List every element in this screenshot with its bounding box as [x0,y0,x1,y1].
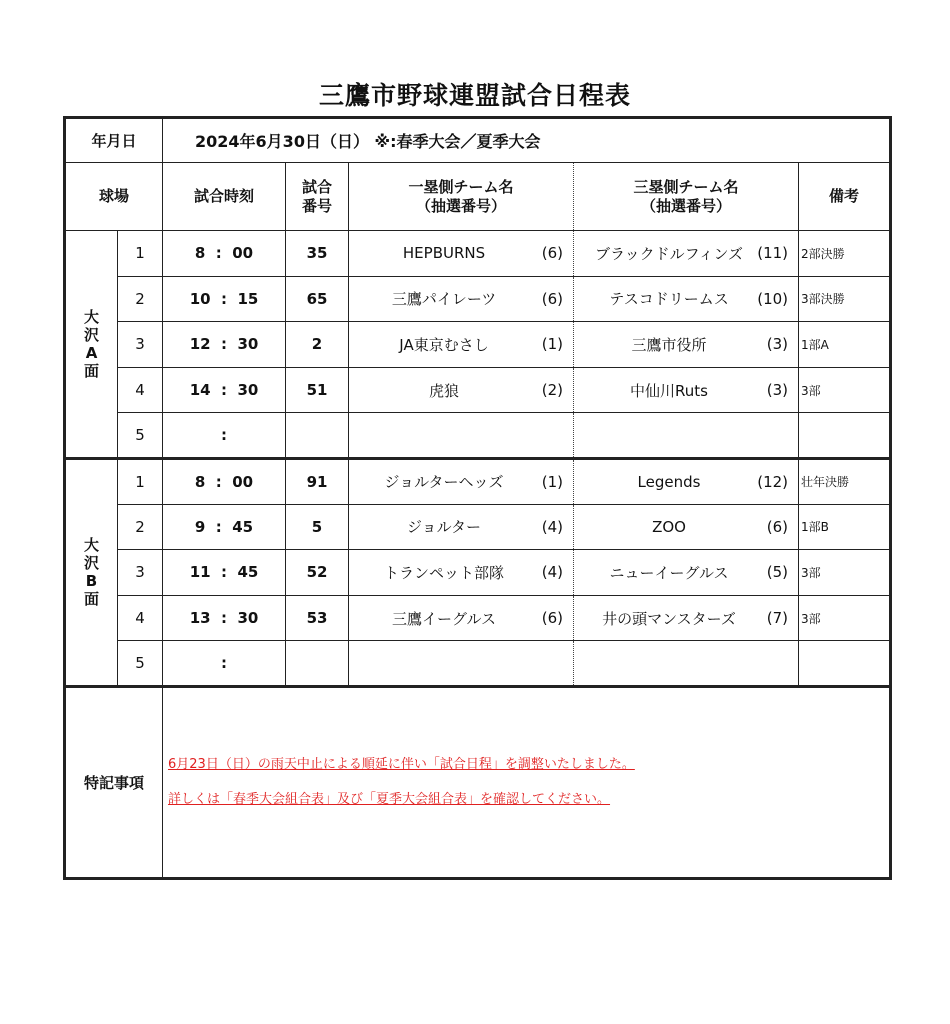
match-row [65,276,891,322]
first-base-draw-number: (2) [541,381,564,400]
match-row [65,504,891,550]
third-base-draw-number: (6) [766,517,789,536]
match-row [65,322,891,368]
third-base-team: テスコドリームス [609,290,729,309]
match-time: 11 : 45 [163,550,286,596]
header-first-base: 一塁側チーム名 （抽選番号） [349,163,574,231]
third-base-team-cell [574,504,799,550]
first-base-team: 三鷹パイレーツ [391,290,497,309]
match-row [65,550,891,596]
third-base-team: ZOO [652,517,686,536]
match-number: 52 [286,550,349,596]
third-base-team: 三鷹市役所 [631,335,707,354]
first-base-team: 虎狼 [429,381,460,400]
match-row [65,641,891,687]
row-number: 3 [118,550,163,596]
first-base-team-cell [349,504,574,550]
third-base-draw-number: (7) [766,609,789,628]
first-base-draw-number: (4) [541,517,564,536]
match-row [65,458,891,504]
header-remarks: 備考 [799,163,891,231]
third-base-team: ニューイーグルス [609,563,729,582]
row-number: 1 [118,458,163,504]
venue-name: 大 沢 A 面 [65,231,118,459]
row-number: 5 [118,413,163,459]
first-base-draw-number: (1) [541,335,564,354]
first-base-team-cell [349,231,574,277]
match-time: 14 : 30 [163,367,286,413]
third-base-team: Legends [637,472,701,491]
third-base-team: 中仙川Ruts [630,381,708,400]
third-base-team-cell [574,550,799,596]
match-number: 65 [286,276,349,322]
third-base-draw-number: (3) [766,381,789,400]
first-base-team-cell [349,413,574,459]
header-time: 試合時刻 [163,163,286,231]
first-base-draw-number: (6) [541,289,564,308]
match-time: 12 : 30 [163,322,286,368]
first-base-draw-number: (6) [541,609,564,628]
row-number: 1 [118,231,163,277]
date-row [65,118,891,163]
remarks-note: 3部 [799,550,891,596]
third-base-team-cell [574,641,799,687]
match-time: : [163,641,286,687]
third-base-team-cell [574,276,799,322]
remarks-note: 3部 [799,595,891,641]
row-number: 2 [118,276,163,322]
first-base-draw-number: (1) [541,472,564,491]
match-number: 35 [286,231,349,277]
date-label: 年月日 [65,118,163,163]
row-number: 2 [118,504,163,550]
remarks-note: 1部A [799,322,891,368]
special-note-1: 6月23日（日）の雨天中止による順延に伴い「試合日程」を調整いたしました。 [168,757,635,773]
first-base-draw-number: (4) [541,563,564,582]
page-title: 三鷹市野球連盟試合日程表 [318,81,631,110]
match-number: 53 [286,595,349,641]
first-base-team: ジョルターヘッズ [384,473,504,492]
match-number: 5 [286,504,349,550]
special-note-2: 詳しくは「春季大会組合表」及び「夏季大会組合表」を確認してください。 [168,792,611,808]
match-time: 8 : 00 [163,458,286,504]
third-base-team: ブラックドルフィンズ [594,244,744,263]
row-number: 3 [118,322,163,368]
match-number: 2 [286,322,349,368]
row-number: 4 [118,595,163,641]
schedule-table [63,116,892,880]
remarks-note: 3部決勝 [799,276,891,322]
first-base-team-cell [349,276,574,322]
match-time: 13 : 30 [163,595,286,641]
first-base-team: HEPBURNS [402,244,486,263]
venue-rows [65,231,891,687]
remarks-note [799,641,891,687]
first-base-draw-number: (6) [541,244,564,263]
first-base-team: ジョルター [406,518,482,537]
third-base-team-cell [574,322,799,368]
match-number [286,641,349,687]
third-base-team: 井の頭マンスターズ [602,609,736,628]
remarks-note: 1部B [799,504,891,550]
third-base-team-cell [574,367,799,413]
remarks-note [799,413,891,459]
row-number: 5 [118,641,163,687]
remarks-note: 3部 [799,367,891,413]
match-number [286,413,349,459]
third-base-team-cell [574,231,799,277]
third-base-team-cell [574,458,799,504]
first-base-team-cell [349,367,574,413]
match-number: 51 [286,367,349,413]
third-base-draw-number: (10) [757,289,789,308]
first-base-team-cell [349,641,574,687]
first-base-team-cell [349,595,574,641]
third-base-draw-number: (3) [766,335,789,354]
remarks-note: 壮年決勝 [799,458,891,504]
first-base-team: JA東京むさし [399,335,489,354]
match-row [65,595,891,641]
match-time: 8 : 00 [163,231,286,277]
match-time: 10 : 15 [163,276,286,322]
first-base-team-cell [349,550,574,596]
header-match-no: 試合 番号 [286,163,349,231]
third-base-team-cell [574,595,799,641]
venue-name: 大 沢 B 面 [65,458,118,686]
match-row [65,231,891,277]
match-time: : [163,413,286,459]
special-notes-body [163,686,891,878]
match-number: 91 [286,458,349,504]
special-notes-label: 特記事項 [65,686,163,878]
match-row [65,367,891,413]
third-base-team-cell [574,413,799,459]
match-row [65,413,891,459]
header-third-base: 三塁側チーム名 （抽選番号） [574,163,799,231]
match-time: 9 : 45 [163,504,286,550]
first-base-team: 三鷹イーグルス [391,609,497,628]
first-base-team: トランペット部隊 [384,563,505,582]
date-value: 2024年6月30日（日） ※:春季大会／夏季大会 [163,118,891,163]
header-venue: 球場 [65,163,163,231]
third-base-draw-number: (12) [757,472,789,491]
row-number: 4 [118,367,163,413]
third-base-draw-number: (11) [757,244,789,263]
first-base-team-cell [349,458,574,504]
first-base-team-cell [349,322,574,368]
special-notes-row [65,686,891,878]
third-base-draw-number: (5) [766,563,789,582]
header-row [65,163,891,231]
remarks-note: 2部決勝 [799,231,891,277]
